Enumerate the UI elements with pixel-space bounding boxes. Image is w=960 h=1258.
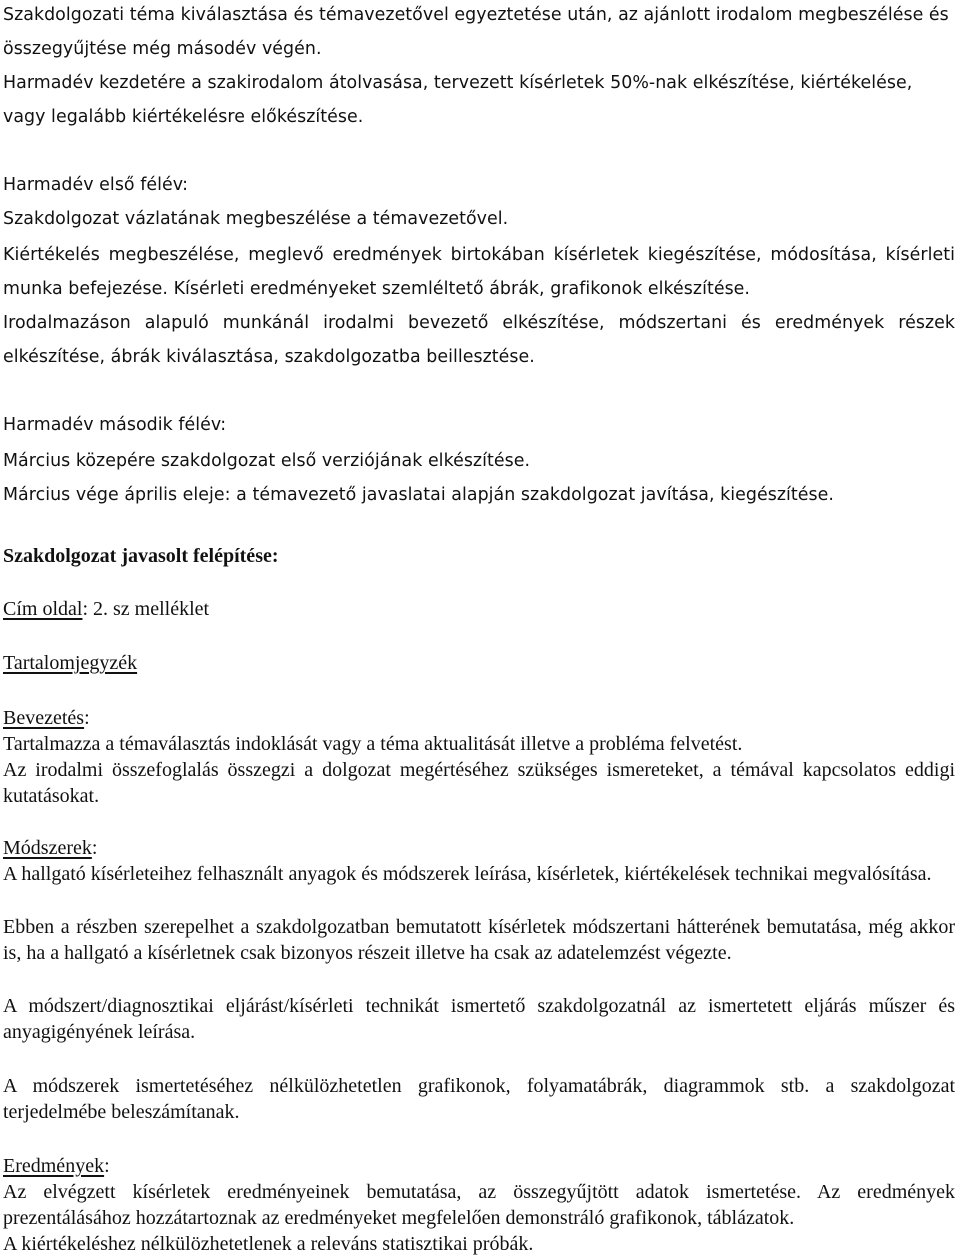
methods-paragraph-3: A módszert/diagnosztikai eljárást/kísérleti technikát ismertető szakdolgozatnál az ismertetett eljárás műszer és anyagigényének leírása. bbox=[3, 995, 955, 1043]
first-semester-paragraph-2: Kiértékelés megbeszélése, meglevő eredmények birtokában kísérletek kiegészítése, módosítása, kísérleti munka befejezése. Kísérleti eredményeket szemléltető ábrák, grafikonok elkészítése. bbox=[3, 245, 955, 299]
intro-paragraph-2: Harmadév kezdetére a szakirodalom átolvasása, tervezett kísérletek 50%-nak elkészítése, kiértékelése, vagy legalább kiértékelésre előkészítése. bbox=[3, 73, 913, 127]
results-heading bbox=[3, 1153, 955, 1179]
first-semester-paragraph-1: Szakdolgozat vázlatának megbeszélése a témavezetővel. bbox=[3, 209, 509, 229]
introduction-paragraph-2: Az irodalmi összefoglalás összegzi a dolgozat megértéséhez szükséges ismereteket, a témával kapcsolatos eddigi kutatásokat. bbox=[3, 759, 955, 807]
introduction-heading bbox=[3, 705, 955, 731]
structure-heading: Szakdolgozat javasolt felépítése: bbox=[3, 545, 279, 567]
methods-heading bbox=[3, 835, 955, 861]
title-page-line bbox=[3, 592, 955, 626]
methods-label: Módszerek bbox=[3, 837, 92, 859]
intro-paragraph-1: Szakdolgozati téma kiválasztása és témavezetővel egyeztetése után, az ajánlott irodalom megbeszélése és összegyűjtése még másodév végén. bbox=[3, 5, 949, 59]
first-semester-paragraph-3: Irodalmazáson alapuló munkánál irodalmi bevezető elkészítése, módszertani és eredmények részek elkészítése, ábrák kiválasztása, szakdolgozatba beillesztése. bbox=[3, 313, 955, 367]
first-semester-heading: Harmadév első félév: bbox=[3, 175, 189, 195]
results-paragraph-2: A kiértékeléshez nélkülözhetetlenek a releváns statisztikai próbák. bbox=[3, 1233, 534, 1255]
toc-label: Tartalomjegyzék bbox=[3, 652, 138, 674]
introduction-paragraph-1: Tartalmazza a témaválasztás indoklását vagy a téma aktualitását illetve a probléma felvetést. bbox=[3, 733, 743, 755]
second-semester-paragraph-2: Március vége április eleje: a témavezető javaslatai alapján szakdolgozat javítása, kiegészítése. bbox=[3, 485, 834, 505]
results-colon: : bbox=[104, 1155, 110, 1177]
introduction-colon: : bbox=[84, 707, 90, 729]
second-semester-paragraph-1: Március közepére szakdolgozat első verziójának elkészítése. bbox=[3, 451, 531, 471]
methods-paragraph-4: A módszerek ismertetéséhez nélkülözhetetlen grafikonok, folyamatábrák, diagrammok stb. a szakdolgozat terjedelmébe beleszámítanak. bbox=[3, 1075, 955, 1123]
results-label: Eredmények bbox=[3, 1155, 105, 1177]
introduction-label: Bevezetés bbox=[3, 707, 85, 729]
methods-paragraph-1: A hallgató kísérleteihez felhasznált anyagok és módszerek leírása, kísérletek, kiértékelések technikai megvalósítása. bbox=[3, 863, 932, 885]
title-page-rest: : 2. sz melléklet bbox=[82, 598, 210, 620]
second-semester-heading: Harmadév második félév: bbox=[3, 415, 227, 435]
methods-colon: : bbox=[91, 837, 98, 859]
methods-paragraph-2: Ebben a részben szerepelhet a szakdolgozatban bemutatott kísérletek módszertani hátterének bemutatása, még akkor is, ha a hallgató a kísérletnek csak bizonyos részeit illetve ha csak az adatelemzést végezte. bbox=[3, 916, 955, 964]
title-page-label: Cím oldal bbox=[3, 598, 83, 620]
toc-line bbox=[3, 646, 955, 680]
results-paragraph-1: Az elvégzett kísérletek eredményeinek bemutatása, az összegyűjtött adatok ismertetése. Az eredmények prezentálásához hozzátartoznak az eredményeket megfelelően demonstráló grafikonok, táblázatok. bbox=[3, 1181, 955, 1229]
